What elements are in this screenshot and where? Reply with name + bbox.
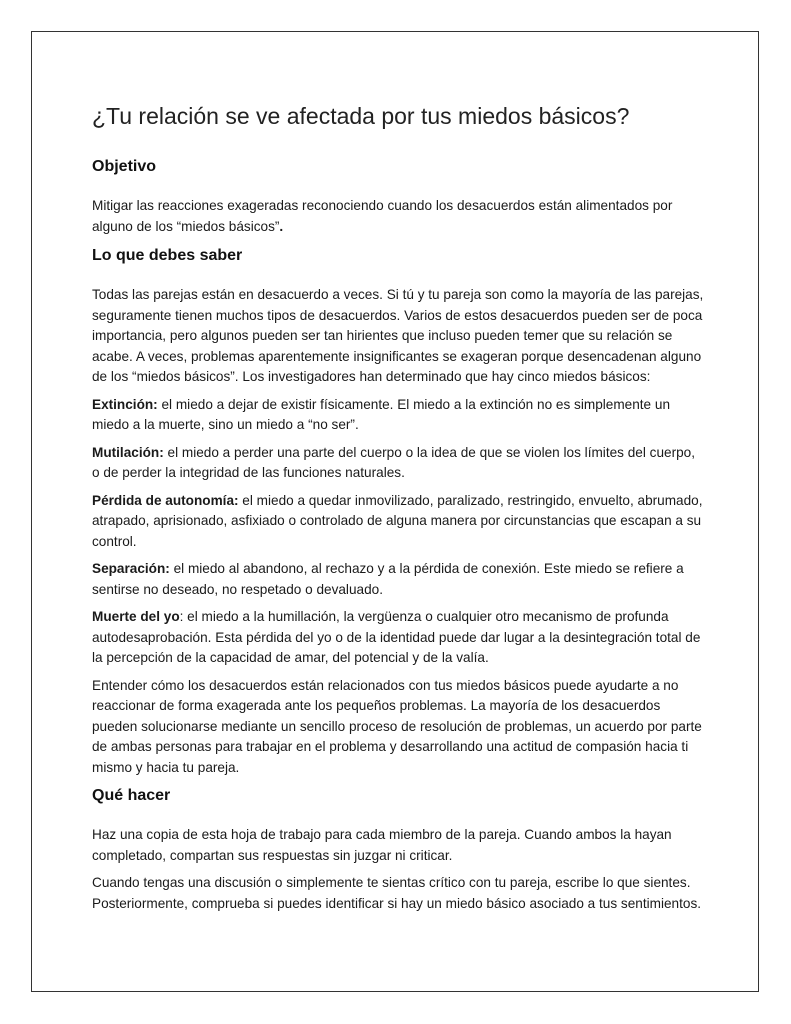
closing-paragraph: Entender cómo los desacuerdos están relacionados con tus miedos básicos puede ayudarte a no reaccionar de forma exagerada ante los pequeños problemas. La mayoría de los desacuerdos pueden solucionarse mediante un sencillo proceso de resolución de problemas, un acuerdo por parte de ambas personas para trabajar en el problema y desarrollando una actitud de compasión hacia ti mismo y hacia tu pareja. — [92, 677, 702, 775]
heading-objetivo: Objetivo — [92, 158, 157, 175]
fear-mutilacion — [92, 443, 704, 484]
fear-description: el miedo a perder una parte del cuerpo o la idea de que se violen los límites del cuerpo, o de perder la integridad de las funciones naturales. — [92, 444, 695, 480]
objetivo-period: . — [279, 218, 284, 234]
worksheet-content — [92, 100, 704, 914]
fear-description: el miedo al abandono, al rechazo y a la pérdida de conexión. Este miedo se refiere a sentirse no deseado, no respetado o devaluado. — [92, 561, 684, 597]
fear-separacion — [92, 559, 704, 600]
fear-term: Muerte del yo — [92, 609, 180, 624]
fear-muerte-del-yo — [92, 607, 704, 669]
objetivo-text — [92, 196, 704, 237]
fear-perdida-autonomia — [92, 491, 704, 553]
instruction-paragraph-2: Cuando tengas una discusión o simplemente te sientas crítico con tu pareja, escribe lo que sientes. Posteriormente, comprueba si puedes identificar si hay un miedo básico asociado a tus sentimientos. — [92, 875, 702, 911]
instruction-paragraph-1: Haz una copia de esta hoja de trabajo para cada miembro de la pareja. Cuando ambos la hayan completado, compartan sus respuestas sin juzgar ni criticar. — [92, 827, 672, 863]
fear-term: Separación: — [92, 561, 170, 576]
heading-lo-que-debes-saber: Lo que debes saber — [92, 247, 243, 264]
page-title: ¿Tu relación se ve afectada por tus miedos básicos? — [92, 103, 630, 129]
fear-extincion — [92, 395, 704, 436]
fear-description: : el miedo a la humillación, la vergüenza o cualquier otro mecanismo de profunda autodesaprobación. Esta pérdida del yo o de la identidad puede dar lugar a la desintegración total de la percepción de la capacidad de amar, del potencial y de la valía. — [92, 609, 701, 665]
fear-term: Mutilación: — [92, 444, 164, 460]
intro-paragraph: Todas las parejas están en desacuerdo a veces. Si tú y tu pareja son como la mayoría de las parejas, seguramente tienen muchos tipos de desacuerdos. Varios de estos desacuerdos pueden ser de poca importancia, pero algunos pueden ser tan hirientes que incluso pueden temer que su relación se acabe. A veces, problemas aparentemente insignificantes se exageran porque desencadenan alguno de los “miedos básicos”. Los investigadores han determinado que hay cinco miedos básicos: — [92, 287, 704, 384]
heading-que-hacer: Qué hacer — [92, 787, 171, 804]
fear-term: Extinción: — [92, 396, 158, 412]
fear-description: el miedo a dejar de existir físicamente. El miedo a la extinción no es simplemente un miedo a la muerte, sino un miedo a “no ser”. — [92, 396, 671, 432]
objetivo-body: Mitigar las reacciones exageradas reconociendo cuando los desacuerdos están alimentados por alguno de los “miedos básicos” — [92, 198, 673, 234]
fear-term: Pérdida de autonomía: — [92, 492, 239, 508]
fear-description: el miedo a quedar inmovilizado, paralizado, restringido, envuelto, abrumado, atrapado, aprisionado, asfixiado o controlado de alguna manera por circunstancias que escapan a su control. — [92, 492, 703, 549]
